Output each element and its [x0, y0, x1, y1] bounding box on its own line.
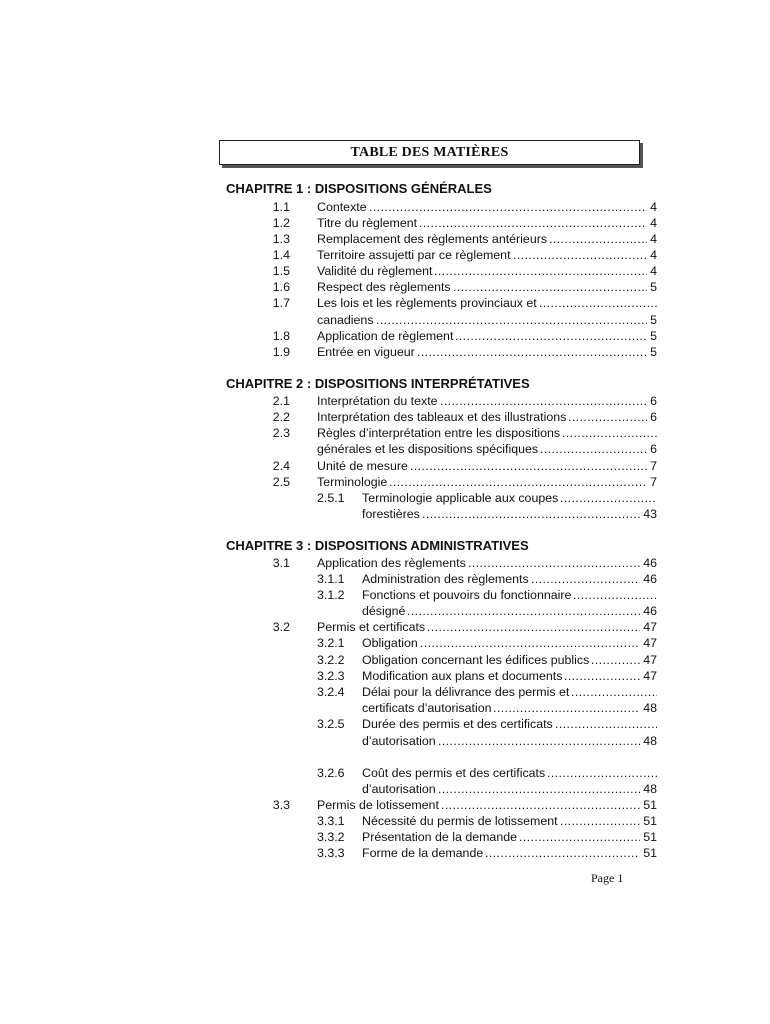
entry-number: 2.3 [272, 426, 290, 440]
toc-entry [0, 765, 770, 781]
toc-entry [0, 263, 770, 279]
entry-label: certificats d’autorisation [362, 701, 492, 715]
dot-leader [438, 781, 640, 797]
entry-label: Validité du règlement [317, 264, 433, 278]
dot-leader [493, 700, 640, 716]
dot-leader [453, 279, 647, 295]
entry-number: 3.2.3 [317, 669, 345, 683]
dot-leader [455, 328, 647, 344]
entry-page-number: 4 [650, 264, 657, 278]
entry-label: Présentation de la demande [362, 830, 517, 844]
dot-leader [376, 312, 647, 328]
dot-leader [519, 829, 640, 845]
entry-label: Obligation concernant les édifices publics [362, 653, 590, 667]
toc-entry [0, 652, 770, 668]
toc-entry [0, 813, 770, 829]
entry-label: canadiens [317, 313, 374, 327]
toc-entry [0, 215, 770, 231]
entry-label: désigné [362, 604, 406, 618]
dot-leader [468, 555, 640, 571]
entry-number: 3.1 [272, 556, 290, 570]
entry-number: 3.3.1 [317, 814, 345, 828]
entry-page-number: 6 [650, 442, 657, 456]
entry-label: Permis de lotissement [317, 798, 439, 812]
entry-page-number: 47 [643, 669, 657, 683]
entry-page-number: 4 [650, 216, 657, 230]
dot-leader [562, 425, 657, 441]
entry-label: générales et les dispositions spécifiques [317, 442, 539, 456]
dot-leader [410, 458, 647, 474]
toc-entry [0, 312, 770, 328]
dot-leader [369, 199, 647, 215]
dot-leader [571, 684, 657, 700]
entry-label: Fonctions et pouvoirs du fonctionnaire [362, 588, 572, 602]
entry-number: 1.5 [272, 264, 290, 278]
entry-page-number: 48 [643, 782, 657, 796]
toc-entry [0, 571, 770, 587]
entry-page-number: 7 [650, 459, 657, 473]
entry-label: Délai pour la délivrance des permis et [362, 685, 570, 699]
entry-label: Terminologie applicable aux coupes [362, 491, 559, 505]
entry-page-number: 47 [643, 653, 657, 667]
dot-leader [555, 716, 657, 732]
entry-number: 1.7 [272, 296, 290, 310]
entry-number: 1.9 [272, 345, 290, 359]
toc-entry [0, 393, 770, 409]
entry-page-number: 51 [643, 814, 657, 828]
toc-entry [0, 441, 770, 457]
entry-number: 3.2.6 [317, 766, 345, 780]
toc-entry [0, 295, 770, 311]
entry-label: Nécessité du permis de lotissement [362, 814, 558, 828]
entry-page-number: 46 [643, 604, 657, 618]
dot-leader [539, 295, 657, 311]
entry-label: d’autorisation [362, 782, 436, 796]
entry-page-number: 4 [650, 248, 657, 262]
page-number: Page 1 [591, 871, 624, 885]
entry-page-number: 6 [650, 394, 657, 408]
dot-leader [547, 765, 657, 781]
entry-number: 1.6 [272, 280, 290, 294]
dot-leader [485, 845, 640, 861]
toc-entry [0, 506, 770, 522]
entry-label: Interprétation des tableaux et des illustrations [317, 410, 567, 424]
entry-page-number: 43 [643, 507, 657, 521]
entry-number: 3.2.4 [317, 685, 345, 699]
chapter-heading: CHAPITRE 1 : DISPOSITIONS GÉNÉRALES [226, 181, 492, 196]
entry-label: Permis et certificats [317, 620, 426, 634]
toc-title-box [219, 140, 640, 165]
toc-entry [0, 199, 770, 215]
entry-label: Application de règlement [317, 329, 454, 343]
toc-entry [0, 490, 770, 506]
entry-number: 3.1.2 [317, 588, 345, 602]
dot-leader [422, 506, 640, 522]
toc-entry [0, 781, 770, 797]
entry-page-number: 51 [643, 846, 657, 860]
toc-entry [0, 635, 770, 651]
dot-leader [434, 263, 647, 279]
entry-page-number: 47 [643, 636, 657, 650]
toc-entry [0, 587, 770, 603]
toc-entry [0, 425, 770, 441]
entry-label: Coût des permis et des certificats [362, 766, 546, 780]
entry-page-number: 48 [643, 734, 657, 748]
entry-label: d’autorisation [362, 734, 436, 748]
entry-page-number: 51 [643, 830, 657, 844]
entry-label: Obligation [362, 636, 418, 650]
entry-number: 3.2.1 [317, 636, 345, 650]
toc-entry [0, 733, 770, 749]
entry-page-number: 5 [650, 345, 657, 359]
entry-number: 3.2 [272, 620, 290, 634]
toc-entry [0, 668, 770, 684]
toc-entry [0, 247, 770, 263]
entry-page-number: 46 [643, 572, 657, 586]
dot-leader [573, 587, 657, 603]
toc-title: TABLE DES MATIÈRES [350, 144, 509, 160]
entry-number: 3.3.2 [317, 830, 345, 844]
toc-entry [0, 409, 770, 425]
toc-entry [0, 344, 770, 360]
toc-entry [0, 619, 770, 635]
dot-leader [389, 474, 647, 490]
entry-label: Application des règlements [317, 556, 466, 570]
chapter-heading: CHAPITRE 3 : DISPOSITIONS ADMINISTRATIVES [226, 538, 529, 553]
entry-page-number: 6 [650, 410, 657, 424]
entry-number: 2.4 [272, 459, 290, 473]
toc-entry [0, 700, 770, 716]
entry-label: Contexte [317, 200, 367, 214]
dot-leader [441, 797, 640, 813]
toc-entry [0, 845, 770, 861]
entry-label: Interprétation du texte [317, 394, 438, 408]
entry-label: Règles d’interprétation entre les dispositions [317, 426, 561, 440]
chapter-heading: CHAPITRE 2 : DISPOSITIONS INTERPRÉTATIVES [226, 376, 530, 391]
entry-label: Unité de mesure [317, 459, 408, 473]
toc-entry [0, 279, 770, 295]
entry-label: Respect des règlements [317, 280, 451, 294]
dot-leader [440, 393, 647, 409]
entry-number: 3.3.3 [317, 846, 345, 860]
entry-number: 1.1 [272, 200, 290, 214]
entry-label: Durée des permis et des certificats [362, 717, 553, 731]
dot-leader [407, 603, 640, 619]
toc-entry [0, 458, 770, 474]
toc-entry [0, 797, 770, 813]
dot-leader [427, 619, 640, 635]
toc-entry [0, 231, 770, 247]
toc-entry [0, 716, 770, 732]
entry-label: Terminologie [317, 475, 388, 489]
entry-label: Forme de la demande [362, 846, 484, 860]
entry-number: 2.5 [272, 475, 290, 489]
dot-leader [419, 215, 647, 231]
entry-number: 3.1.1 [317, 572, 345, 586]
entry-page-number: 4 [650, 200, 657, 214]
entry-page-number: 47 [643, 620, 657, 634]
entry-page-number: 5 [650, 329, 657, 343]
entry-label: Titre du règlement [317, 216, 418, 230]
dot-leader [420, 635, 640, 651]
entry-page-number: 46 [643, 556, 657, 570]
dot-leader [417, 344, 647, 360]
entry-label: forestières [362, 507, 420, 521]
entry-number: 3.2.5 [317, 717, 345, 731]
entry-number: 1.3 [272, 232, 290, 246]
entry-page-number: 4 [650, 232, 657, 246]
entry-label: Territoire assujetti par ce règlement [317, 248, 511, 262]
entry-number: 3.2.2 [317, 653, 345, 667]
entry-number: 1.8 [272, 329, 290, 343]
entry-number: 2.1 [272, 394, 290, 408]
entry-number: 1.4 [272, 248, 290, 262]
toc-entry [0, 328, 770, 344]
entry-page-number: 5 [650, 313, 657, 327]
entry-page-number: 48 [643, 701, 657, 715]
entry-number: 2.2 [272, 410, 290, 424]
dot-leader [560, 490, 657, 506]
dot-leader [531, 571, 640, 587]
entry-label: Administration des règlements [362, 572, 529, 586]
entry-page-number: 7 [650, 475, 657, 489]
entry-number: 1.2 [272, 216, 290, 230]
entry-number: 3.3 [272, 798, 290, 812]
toc-entry [0, 829, 770, 845]
entry-label: Entrée en vigueur [317, 345, 415, 359]
entry-label: Remplacement des règlements antérieurs [317, 232, 548, 246]
entry-label: Les lois et les règlements provinciaux et [317, 296, 537, 310]
entry-page-number: 51 [643, 798, 657, 812]
entry-label: Modification aux plans et documents [362, 669, 563, 683]
dot-leader [438, 733, 640, 749]
toc-entry [0, 555, 770, 571]
toc-entry [0, 684, 770, 700]
entry-page-number: 5 [650, 280, 657, 294]
entry-number: 2.5.1 [317, 491, 345, 505]
toc-entry [0, 603, 770, 619]
toc-entry [0, 474, 770, 490]
